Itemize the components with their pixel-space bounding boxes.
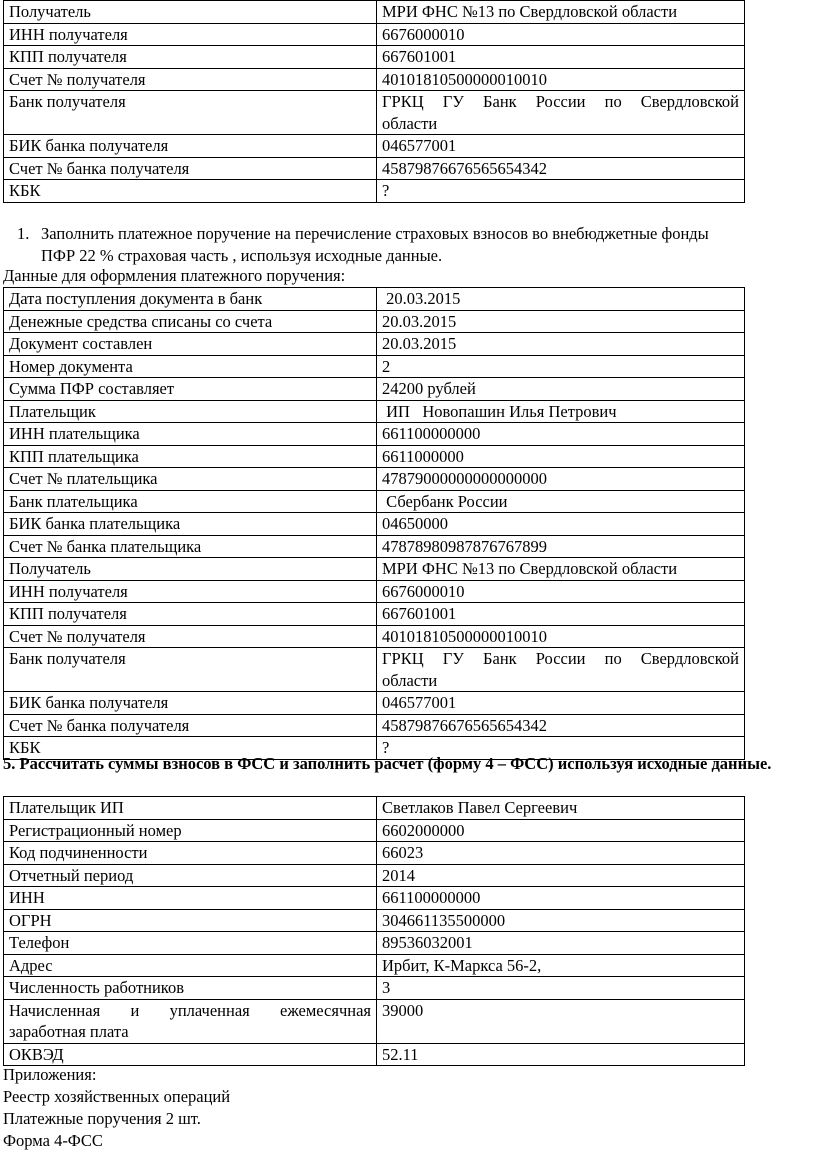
field-value: ? (377, 180, 745, 203)
field-label: Денежные средства списаны со счета (4, 310, 377, 333)
field-label: Код подчиненности (4, 842, 377, 865)
field-label: ИНН получателя (4, 580, 377, 603)
field-label: ИНН получателя (4, 23, 377, 46)
field-label: Сумма ПФР составляет (4, 378, 377, 401)
fss-data-table (3, 796, 745, 1066)
field-label: БИК банка получателя (4, 692, 377, 715)
table-row (4, 135, 745, 158)
task-1-number: 1. (17, 224, 30, 243)
field-value: ГРКЦ ГУ Банк России по Свердловской области (377, 648, 745, 692)
field-label: КПП получателя (4, 603, 377, 626)
field-value: 6676000010 (377, 23, 745, 46)
table-row (4, 603, 745, 626)
field-label: ОКВЭД (4, 1043, 377, 1066)
table-row (4, 864, 745, 887)
table-row (4, 1043, 745, 1066)
field-value: 667601001 (377, 603, 745, 626)
table-row (4, 692, 745, 715)
table-row (4, 468, 745, 491)
field-label: Номер документа (4, 355, 377, 378)
field-value: 52.11 (377, 1043, 745, 1066)
field-value: Сбербанк России (377, 490, 745, 513)
table-row (4, 558, 745, 581)
field-label: ИНН плательщика (4, 423, 377, 446)
table-row (4, 180, 745, 203)
field-label: ОГРН (4, 909, 377, 932)
field-label: Начисленная и уплаченная ежемесячная заработная плата (4, 999, 377, 1043)
field-value: ? (377, 737, 745, 760)
field-label: Счет № получателя (4, 625, 377, 648)
table-row (4, 797, 745, 820)
field-value: 667601001 (377, 46, 745, 69)
field-value: МРИ ФНС №13 по Свердловской области (377, 558, 745, 581)
table-row (4, 355, 745, 378)
appendix-item: Реестр хозяйственных операций (3, 1087, 231, 1106)
table-row (4, 887, 745, 910)
field-value: 40101810500000010010 (377, 625, 745, 648)
field-label: БИК банка плательщика (4, 513, 377, 536)
table-row (4, 932, 745, 955)
field-value: 661100000000 (377, 887, 745, 910)
field-label: Отчетный период (4, 864, 377, 887)
field-value: 661100000000 (377, 423, 745, 446)
field-label: Банк плательщика (4, 490, 377, 513)
field-value: 046577001 (377, 692, 745, 715)
field-value: 47879000000000000000 (377, 468, 745, 491)
table-row (4, 378, 745, 401)
field-label: КБК (4, 737, 377, 760)
table-row (4, 513, 745, 536)
table-row (4, 423, 745, 446)
field-label: КПП получателя (4, 46, 377, 69)
field-label: Банк получателя (4, 648, 377, 692)
table-row (4, 842, 745, 865)
table-row (4, 1, 745, 24)
field-label: Плательщик (4, 400, 377, 423)
field-value: 6611000000 (377, 445, 745, 468)
field-value: 39000 (377, 999, 745, 1043)
payment-data-table (3, 287, 745, 760)
field-value: Светлаков Павел Сергеевич (377, 797, 745, 820)
table-row (4, 68, 745, 91)
table-row (4, 977, 745, 1000)
field-value: 6602000000 (377, 819, 745, 842)
field-label: БИК банка получателя (4, 135, 377, 158)
table-row (4, 91, 745, 135)
table-row (4, 288, 745, 311)
recipient-table (3, 0, 745, 203)
field-label: Плательщик ИП (4, 797, 377, 820)
field-value: 66023 (377, 842, 745, 865)
table-row (4, 954, 745, 977)
task-5: 5. Рассчитать суммы взносов в ФСС и заполнить расчет (форму 4 – ФСС) используя исходные данные. (3, 754, 772, 773)
table-row (4, 535, 745, 558)
table-row (4, 648, 745, 692)
table-row (4, 909, 745, 932)
field-label: Регистрационный номер (4, 819, 377, 842)
field-label: КПП плательщика (4, 445, 377, 468)
field-value: МРИ ФНС №13 по Свердловской области (377, 1, 745, 24)
table-row (4, 714, 745, 737)
field-value: 24200 рублей (377, 378, 745, 401)
field-label: Дата поступления документа в банк (4, 288, 377, 311)
table-row (4, 490, 745, 513)
field-value: 2014 (377, 864, 745, 887)
table-row (4, 46, 745, 69)
table-row (4, 157, 745, 180)
field-value: 3 (377, 977, 745, 1000)
table-row (4, 400, 745, 423)
table-row (4, 310, 745, 333)
field-value: 046577001 (377, 135, 745, 158)
appendix-title: Приложения: (3, 1065, 97, 1084)
field-label: Счет № плательщика (4, 468, 377, 491)
field-value: 45879876676565654342 (377, 714, 745, 737)
field-value: 304661135500000 (377, 909, 745, 932)
field-value: 6676000010 (377, 580, 745, 603)
field-value: 20.03.2015 (377, 310, 745, 333)
table-row (4, 445, 745, 468)
field-value: Ирбит, К-Маркса 56-2, (377, 954, 745, 977)
field-value: ИП Новопашин Илья Петрович (377, 400, 745, 423)
table-row (4, 625, 745, 648)
field-label: ИНН (4, 887, 377, 910)
field-label: Счет № получателя (4, 68, 377, 91)
field-label: Телефон (4, 932, 377, 955)
field-value: 2 (377, 355, 745, 378)
table-row (4, 819, 745, 842)
field-label: Документ составлен (4, 333, 377, 356)
field-value: 40101810500000010010 (377, 68, 745, 91)
field-label: Получатель (4, 558, 377, 581)
field-label: КБК (4, 180, 377, 203)
field-label: Получатель (4, 1, 377, 24)
field-value: 04650000 (377, 513, 745, 536)
field-label: Счет № банка плательщика (4, 535, 377, 558)
table-row (4, 23, 745, 46)
data-heading: Данные для оформления платежного поручения: (3, 266, 346, 285)
appendix-item: Форма 4-ФСС (3, 1131, 103, 1150)
table-row (4, 580, 745, 603)
field-value: ГРКЦ ГУ Банк России по Свердловской области (377, 91, 745, 135)
field-value: 89536032001 (377, 932, 745, 955)
field-value: 20.03.2015 (377, 288, 745, 311)
field-label: Счет № банка получателя (4, 157, 377, 180)
field-label: Банк получателя (4, 91, 377, 135)
table-row (4, 999, 745, 1043)
field-label: Адрес (4, 954, 377, 977)
task-1-line-2: ПФР 22 % страховая часть , используя исходные данные. (41, 246, 443, 265)
table-row (4, 333, 745, 356)
field-value: 20.03.2015 (377, 333, 745, 356)
field-label: Счет № банка получателя (4, 714, 377, 737)
task-1-line-1: Заполнить платежное поручение на перечисление страховых взносов во внебюджетные фонды (41, 224, 709, 243)
appendix-item: Платежные поручения 2 шт. (3, 1109, 201, 1128)
field-label: Численность работников (4, 977, 377, 1000)
field-value: 47878980987876767899 (377, 535, 745, 558)
field-value: 45879876676565654342 (377, 157, 745, 180)
